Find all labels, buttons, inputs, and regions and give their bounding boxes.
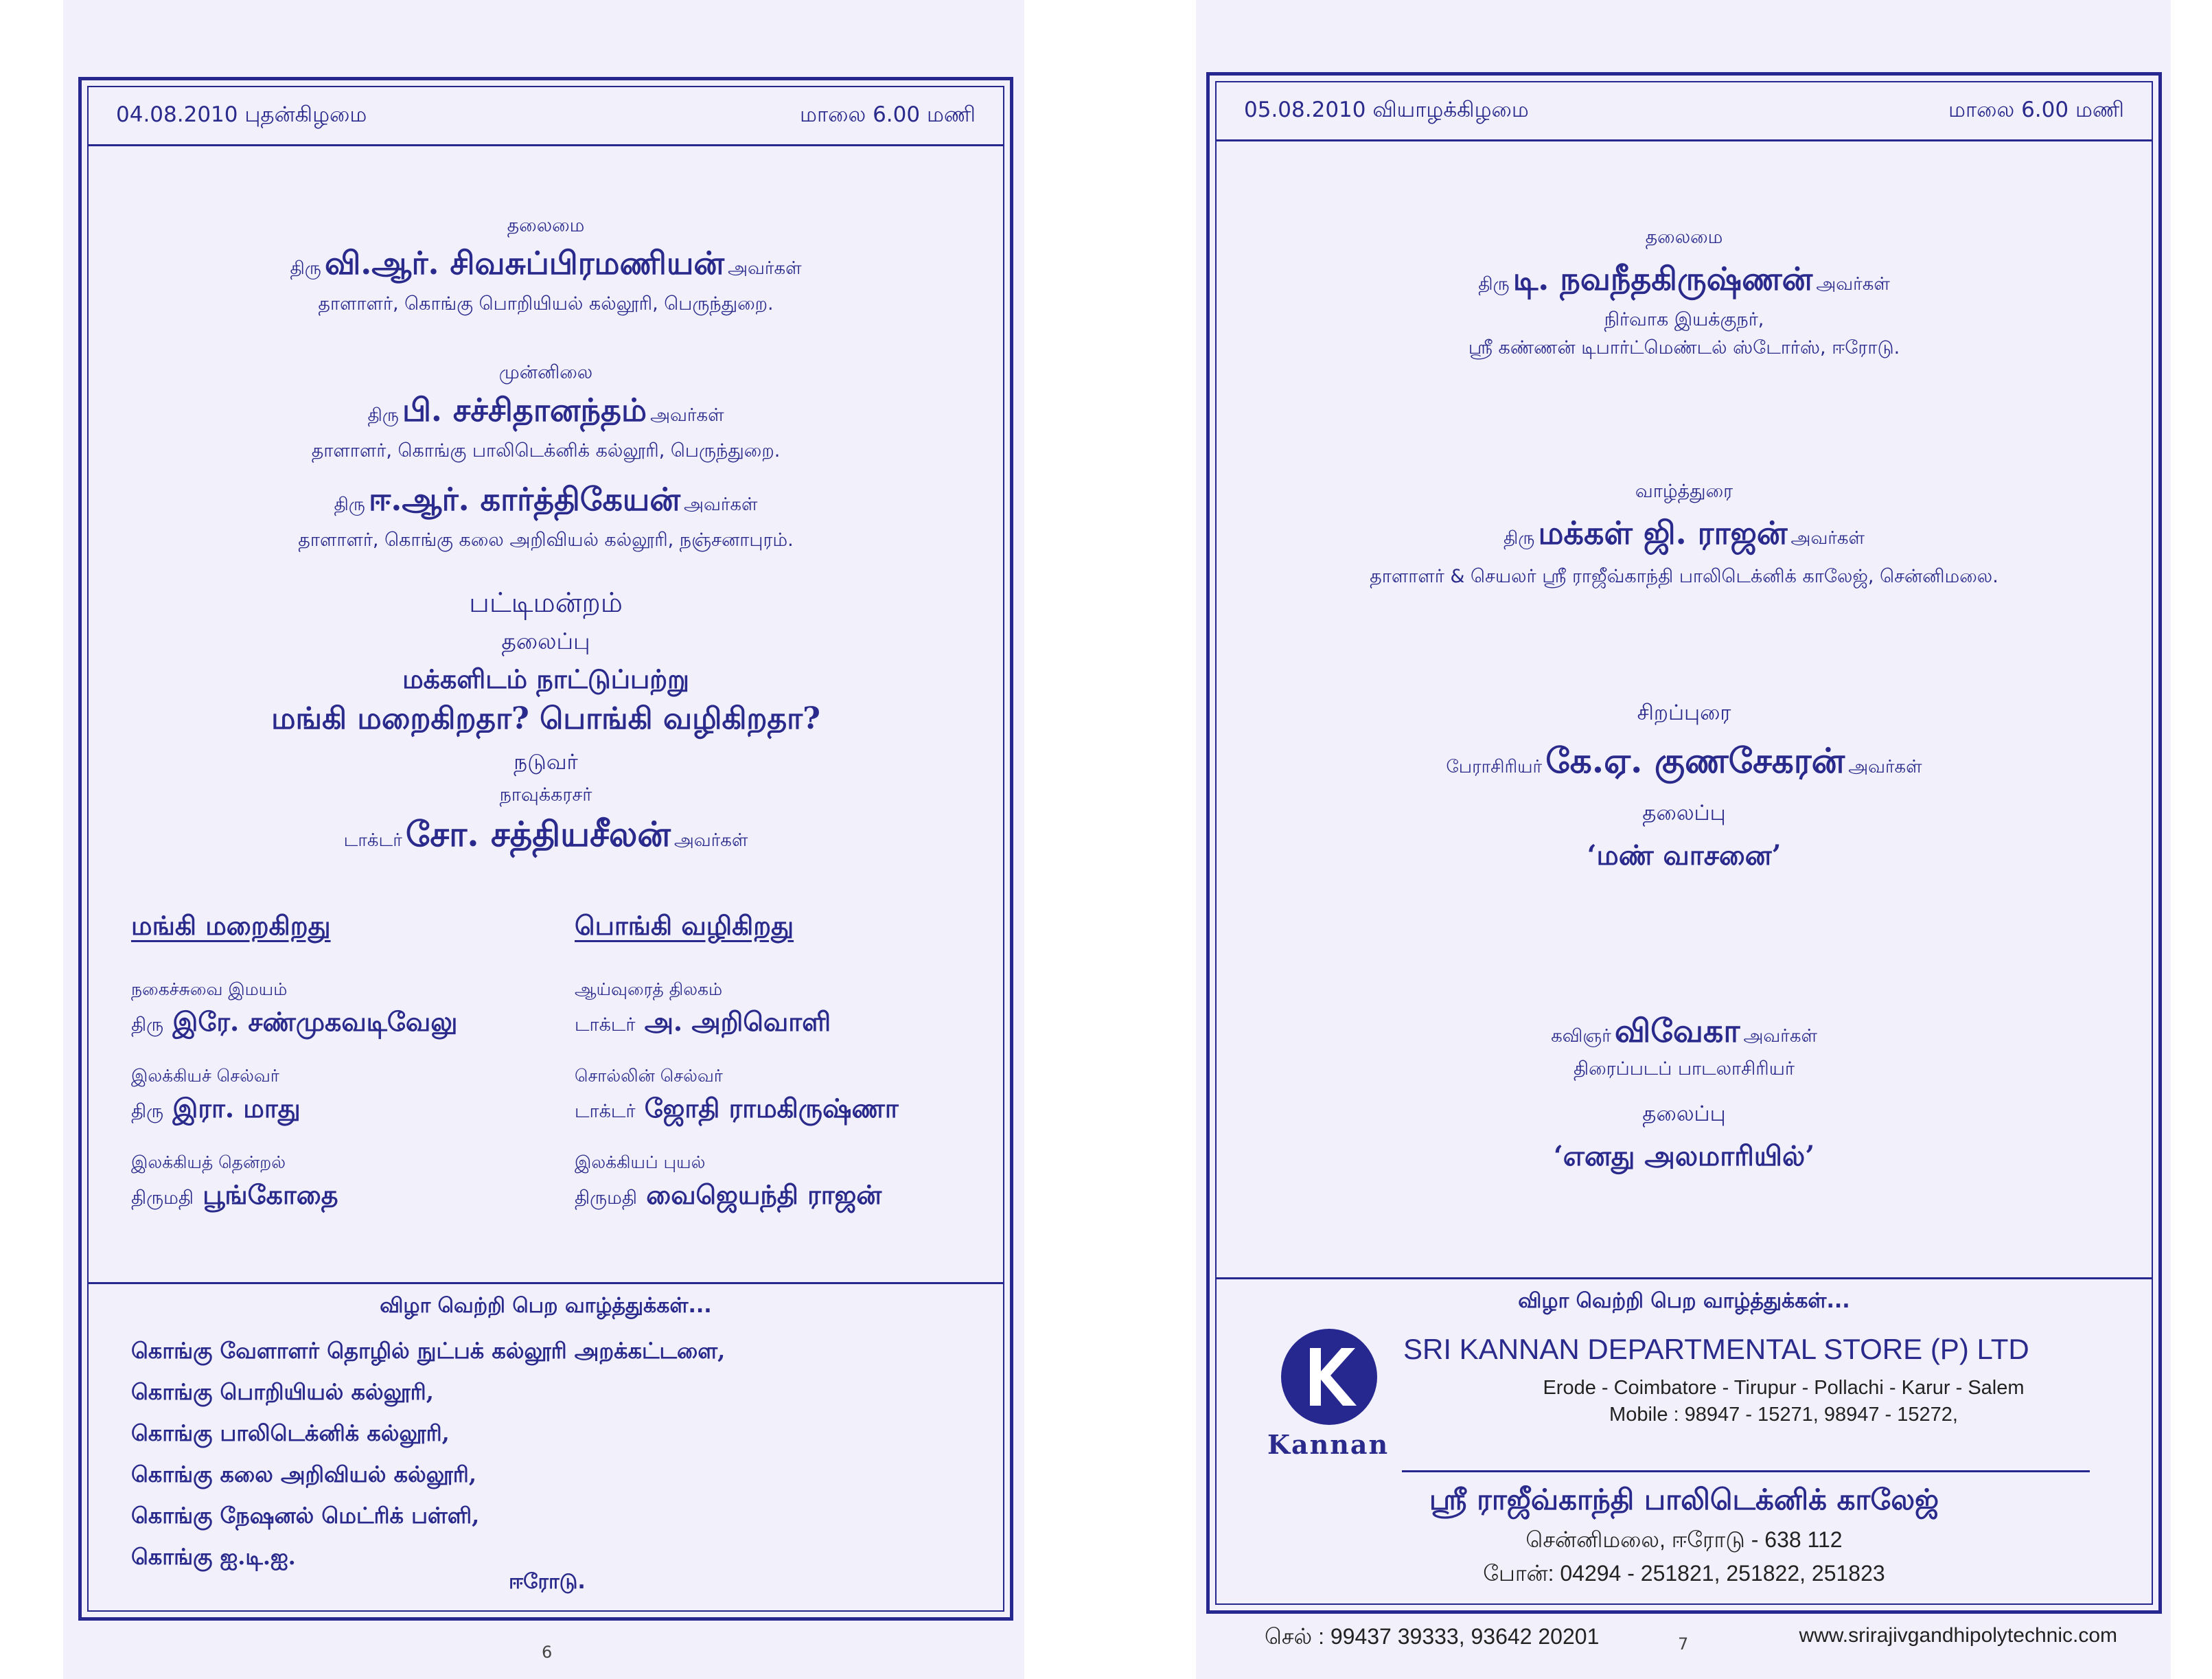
left-p2-name: ஈ.ஆர். கார்த்திகேயன்: [368, 481, 680, 518]
side-b-1-name-line: [575, 1093, 987, 1128]
side-b-1-prefix: டாக்டர்: [575, 1101, 636, 1122]
left-judge-title: நாவுக்கரசர்: [499, 784, 592, 806]
left-judge-suffix: அவர்கள்: [673, 830, 748, 851]
store-branches: Erode - Coimbatore - Tirupur - Pollachi - Karur - Salem: [1543, 1377, 2025, 1399]
right-wish: விழா வெற்றி பெற வாழ்த்துக்கள்...: [1518, 1289, 1850, 1313]
side-a-2-name: பூங்கோதை: [203, 1179, 338, 1210]
side-a-2-title: இலக்கியத் தென்றல்: [131, 1152, 286, 1172]
right-poet-section: [1217, 1012, 2152, 1176]
right-special-prefix: பேராசிரியர்: [1446, 757, 1543, 777]
left-time: மாலை 6.00 மணி: [800, 102, 976, 127]
right-topic2: ‘எனது அலமாரியில்’: [1553, 1140, 1815, 1172]
side-b-0-name-line: [575, 1006, 987, 1041]
right-greet-suffix: அவர்கள்: [1790, 528, 1865, 549]
left-topic-line2: மங்கி மறைகிறதா? பொங்கி வழிகிறதா?: [271, 701, 820, 736]
poly-phone: போன்: 04294 - 251821, 251822, 251823: [1483, 1561, 1885, 1586]
left-chair-section: [89, 215, 1003, 317]
side-a-speaker: [131, 1152, 516, 1214]
left-frame: [78, 77, 1013, 1621]
left-debate-label: பட்டிமன்றம்: [469, 587, 623, 619]
side-a-speaker: [131, 1066, 516, 1128]
right-poet-line: [1217, 1012, 2152, 1054]
side-a-speaker: [131, 979, 516, 1041]
poly-contact-row: [1265, 1624, 2117, 1652]
left-debate-section: [89, 587, 1003, 859]
side-b-title: பொங்கி வழிகிறது: [575, 910, 794, 941]
left-sponsor-list: [131, 1338, 725, 1573]
store-block: [1403, 1333, 2029, 1366]
right-poet-name: விவேகா: [1614, 1012, 1740, 1049]
left-p1-role: தாளாளர், கொங்கு பாலிடெக்னிக் கல்லூரி, பெருந்துறை.: [311, 440, 781, 461]
right-footer: [1217, 1277, 2152, 1649]
side-b-0-prefix: டாக்டர்: [575, 1014, 636, 1036]
side-b-2-prefix: திருமதி: [575, 1187, 637, 1209]
right-chair-role1: நிர்வாக இயக்குநர்,: [1604, 309, 1764, 330]
left-presence-label: முன்னிலை: [498, 362, 593, 383]
poly-web-link[interactable]: www.srirajivgandhipolytechnic.com: [1799, 1624, 2117, 1647]
side-a-2-name-line: [131, 1179, 516, 1214]
footer-divider: [1402, 1470, 2090, 1472]
kannan-logo-text: Kannan: [1267, 1429, 1390, 1460]
right-chair-prefix: திரு: [1478, 274, 1510, 295]
sponsor-item: கொங்கு வேளாளர் தொழில் நுட்பக் கல்லூரி அறக்கட்டளை,: [131, 1338, 726, 1364]
left-chair-label: தலைமை: [507, 215, 585, 236]
left-place: ஈரோடு.: [509, 1570, 586, 1594]
right-greet-role: தாளாளர் & செயலர் ஸ்ரீ ராஜீவ்காந்தி பாலிடெக்னிக் காலேஜ், சென்னிமலை.: [1370, 566, 1998, 587]
right-topic1: ‘மண் வாசனை’: [1587, 839, 1782, 871]
right-special-line: [1217, 740, 2152, 786]
side-b-0-name: அ. அறிவொளி: [644, 1006, 831, 1037]
store-name: SRI KANNAN DEPARTMENTAL STORE (P) LTD: [1403, 1333, 2029, 1365]
left-date: 04.08.2010 புதன்கிழமை: [116, 102, 367, 127]
polytechnic-block: [1217, 1483, 2152, 1589]
side-a-1-name-line: [131, 1093, 516, 1128]
left-p2-suffix: அவர்கள்: [684, 494, 758, 515]
left-chair-name: வி.ஆர். சிவசுப்பிரமணியன்: [324, 244, 725, 282]
side-a-1-prefix: திரு: [131, 1101, 164, 1122]
sponsor-item: கொங்கு கலை அறிவியல் கல்லூரி,: [131, 1461, 476, 1487]
poly-cell: செல் : 99437 39333, 93642 20201: [1265, 1624, 1600, 1649]
right-chair-name: டி. நவநீதகிருஷ்ணன்: [1512, 260, 1813, 297]
side-b-1-title: சொல்லின் செல்வர்: [575, 1066, 723, 1086]
left-judge-name: சோ. சத்தியசீலன்: [405, 814, 671, 854]
left-p2-line: [89, 481, 1003, 523]
sponsor-item: கொங்கு நேஷனல் மெட்ரிக் பள்ளி,: [131, 1503, 480, 1529]
right-special-label: சிறப்புரை: [1637, 700, 1731, 725]
right-poet-role: திரைப்படப் பாடலாசிரியர்: [1573, 1058, 1795, 1080]
right-special-section: [1217, 700, 2152, 875]
side-a-1-title: இலக்கியச் செல்வர்: [131, 1066, 279, 1086]
right-chair-label: தலைமை: [1645, 227, 1723, 248]
left-chair-line: [89, 244, 1003, 286]
right-greet-prefix: திரு: [1504, 528, 1535, 549]
side-a-0-name-line: [131, 1006, 516, 1041]
right-poet-suffix: அவர்கள்: [1743, 1026, 1817, 1047]
left-topic-label: தலைப்பு: [501, 628, 590, 654]
store-mobile: Mobile : 98947 - 15271, 98947 - 15272,: [1609, 1404, 1958, 1426]
left-judge-label: நடுவர்: [514, 750, 578, 775]
page-number-left: 6: [542, 1643, 553, 1662]
right-greet-section: [1217, 481, 2152, 590]
left-p1-name: பி. சச்சிதானந்தம்: [402, 391, 647, 429]
right-frame-inner: [1215, 81, 2153, 1649]
poly-name: ஸ்ரீ ராஜீவ்காந்தி பாலிடெக்னிக் காலேஜ்: [1429, 1483, 1939, 1516]
left-topic-line1: மக்களிடம் நாட்டுப்பற்று: [402, 663, 689, 694]
left-wish: விழா வெற்றி பெற வாழ்த்துக்கள்...: [380, 1294, 712, 1318]
store-details: [1388, 1377, 2152, 1426]
left-page: [63, 0, 1024, 1679]
side-b-2-title: இலக்கியப் புயல்: [575, 1152, 706, 1172]
side-a-0-name: இரே. சண்முகவடிவேலு: [172, 1006, 458, 1037]
side-b-speaker: [575, 1066, 987, 1128]
side-a-2-prefix: திருமதி: [131, 1187, 194, 1209]
side-a-column: [131, 910, 516, 1214]
side-b-speaker: [575, 1152, 987, 1214]
right-chair-role2: ஸ்ரீ கண்ணன் டிபார்ட்மெண்டல் ஸ்டோர்ஸ், ஈரோடு.: [1468, 337, 1900, 358]
side-a-0-prefix: திரு: [131, 1014, 164, 1036]
left-header: [89, 87, 1003, 146]
left-footer: [89, 1282, 1003, 1610]
right-header: [1217, 82, 2152, 141]
left-chair-suffix: அவர்கள்: [728, 258, 802, 279]
right-greet-name: மக்கள் ஜி. ராஜன்: [1538, 514, 1788, 551]
left-judge-line: [89, 814, 1003, 859]
right-chair-line: [1217, 260, 2152, 302]
side-a-title: மங்கி மறைகிறது: [131, 910, 331, 941]
kannan-logo-icon: [1281, 1329, 1377, 1425]
right-special-name: கே.ஏ. குணசேகரன்: [1545, 740, 1845, 781]
page-number-right: 7: [1678, 1634, 1689, 1654]
right-chair-suffix: அவர்கள்: [1816, 274, 1890, 295]
side-b-0-title: ஆய்வுரைத் திலகம்: [575, 979, 723, 999]
right-page: [1196, 0, 2171, 1679]
right-greet-line: [1217, 514, 2152, 556]
right-poet-prefix: கவிஞர்: [1551, 1026, 1611, 1047]
left-chair-role: தாளாளர், கொங்கு பொறியியல் கல்லூரி, பெருந்துறை.: [318, 293, 774, 315]
side-a-0-title: நகைச்சுவை இமயம்: [131, 979, 288, 999]
side-b-column: [575, 910, 987, 1214]
sponsor-item: கொங்கு ஐ.டி.ஐ.: [131, 1544, 296, 1570]
right-topic2-label: தலைப்பு: [1642, 1101, 1726, 1126]
left-p1-line: [89, 391, 1003, 433]
poly-address: சென்னிமலை, ஈரோடு - 638 112: [1525, 1527, 1843, 1552]
left-chair-prefix: திரு: [290, 258, 321, 279]
side-b-2-name: வைஜெயந்தி ராஜன்: [646, 1179, 882, 1210]
right-topic1-label: தலைப்பு: [1642, 801, 1726, 825]
sponsor-item: கொங்கு பொறியியல் கல்லூரி,: [131, 1379, 434, 1405]
right-chair-section: [1217, 227, 2152, 361]
side-b-1-name: ஜோதி ராமகிருஷ்ணா: [644, 1093, 899, 1123]
side-b-2-name-line: [575, 1179, 987, 1214]
left-presence-section: [89, 362, 1003, 553]
left-p2-prefix: திரு: [334, 494, 365, 515]
right-date: 05.08.2010 வியாழக்கிழமை: [1244, 97, 1529, 122]
kannan-k-mark-icon: [1281, 1329, 1377, 1425]
right-frame: [1206, 72, 2162, 1649]
side-b-speaker: [575, 979, 987, 1041]
side-a-1-name: இரா. மாது: [172, 1093, 301, 1123]
sponsor-item: கொங்கு பாலிடெக்னிக் கல்லூரி,: [131, 1420, 450, 1446]
left-p2-role: தாளாளர், கொங்கு கலை அறிவியல் கல்லூரி, நஞ்சனாபுரம்.: [298, 529, 794, 551]
right-greet-label: வாழ்த்துரை: [1635, 481, 1733, 502]
right-special-suffix: அவர்கள்: [1848, 757, 1922, 777]
left-frame-inner: [87, 86, 1004, 1612]
left-p1-prefix: திரு: [367, 405, 399, 426]
left-judge-prefix: டாக்டர்: [343, 830, 402, 851]
right-time: மாலை 6.00 மணி: [1948, 97, 2124, 122]
left-p1-suffix: அவர்கள்: [650, 405, 724, 426]
